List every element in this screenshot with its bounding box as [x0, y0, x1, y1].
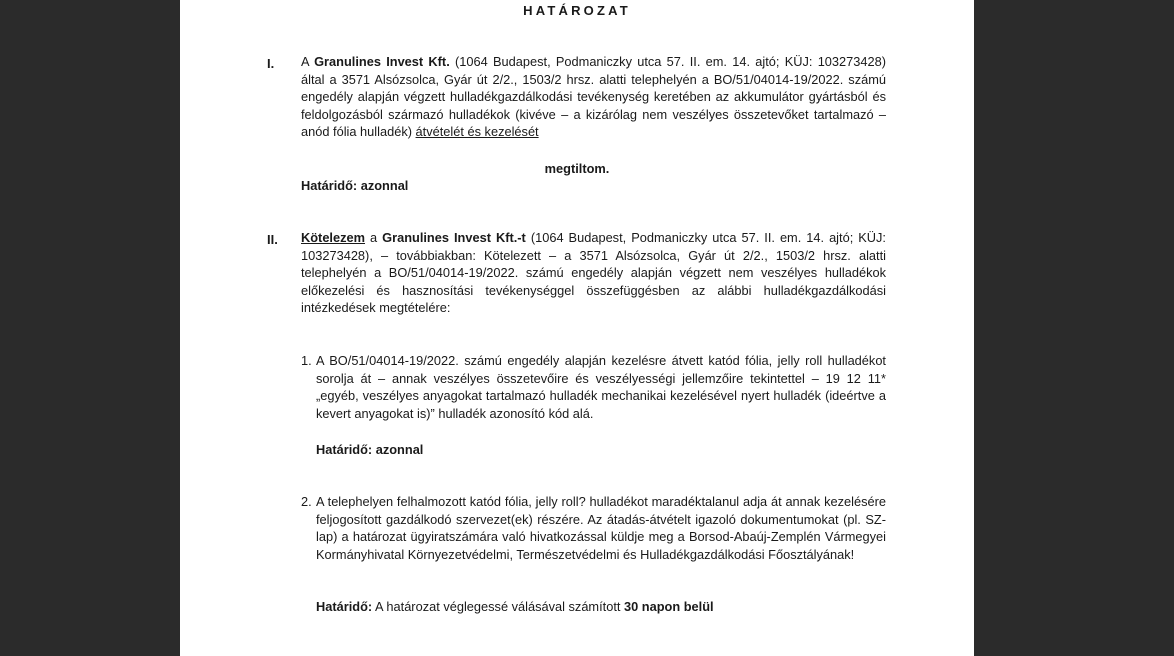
- section-2-obligation-word: Kötelezem: [301, 230, 366, 245]
- section-1-company: Granulines Invest Kft.: [314, 54, 450, 69]
- document-page: [180, 0, 974, 656]
- section-1-underlined: átvételét és kezelését: [415, 124, 539, 140]
- item-2-deadline-text: A határozat véglegessé válásával számított: [372, 599, 624, 614]
- item-1-deadline: Határidő: azonnal: [316, 442, 424, 457]
- section-2-text: [301, 229, 886, 317]
- item-2-number: 2.: [301, 494, 312, 509]
- section-2-text-b: (1064 Budapest, Podmaniczky utca 57. II. em. 14. ajtó; KÜJ: 103273428), – továbbiakban: Kötelezett – a 3571 Alsózsolca, Gyár út 2/2., 1503/2 hrsz. alatti telephelyén a BO/51/04014-19/2022. számú engedély alapján végzett nem veszélyes hulladékok előkezelési és hasznosítási tevékenységgel összefüggésben az alábbi hulladékgazdálkodási intézkedések megtételére:: [301, 230, 886, 316]
- item-2-text: A telephelyen felhalmozott katód fólia, jelly roll? hulladékot maradéktalanul adja át annak kezelésére feljogosított gazdálkodó szervezet(ek) részére. Az átadás-átvételt igazoló dokumentumokat (pl. SZ-lap) a határozat ügyiratszámára való hivatkozással küldje meg a Borsod-Abaúj-Zemplén Vármegyei Kormányhivatal Környezetvédelmi, Természetvédelmi és Hulladékgazdálkodási Főosztályának!: [316, 494, 886, 562]
- section-2-text-a: a: [365, 230, 383, 245]
- section-1-verdict: megtiltom.: [544, 161, 610, 176]
- section-1-text: [301, 53, 886, 141]
- section-1-deadline: Határidő: azonnal: [301, 178, 409, 193]
- item-2-deadline: [316, 598, 714, 616]
- item-2-deadline-bold: 30 napon belül: [624, 599, 714, 614]
- section-1-text-a: A: [301, 54, 315, 69]
- item-2-deadline-label: Határidő:: [316, 599, 373, 614]
- item-1-number: 1.: [301, 353, 312, 368]
- item-1-text: A BO/51/04014-19/2022. számú engedély alapján kezelésre átvett katód fólia, jelly roll hulladékot sorolja át – annak veszélyes összetevőire és veszélyességi jellemzőire tekintettel – 19 12 11* „egyéb, veszélyes anyagokat tartalmazó hulladék mechanikai kezelésével nyert hulladék (ideértve a kevert anyagokat is)” hulladék azonosító kód alá.: [316, 353, 886, 421]
- section-1-text-b: (1064 Budapest, Podmaniczky utca 57. II. em. 14. ajtó; KÜJ: 103273428) által a 3571 Alsózsolca, Gyár út 2/2., 1503/2 hrsz. alatti telephelyén a BO/51/04014-19/2022. számú engedély alapján végzett hulladékgazdálkodási tevékenység keretében az akkumulátor gyártásból és feldolgozásból származó hulladékok (kivéve – a kizárólag nem veszélyes összetevőket tartalmazó – anód fólia hulladék): [301, 54, 887, 140]
- section-2-number: II.: [267, 232, 278, 247]
- section-1-number: I.: [267, 56, 275, 71]
- section-2-company: Granulines Invest Kft.-t: [382, 230, 526, 245]
- document-title: HATÁROZAT: [523, 3, 631, 18]
